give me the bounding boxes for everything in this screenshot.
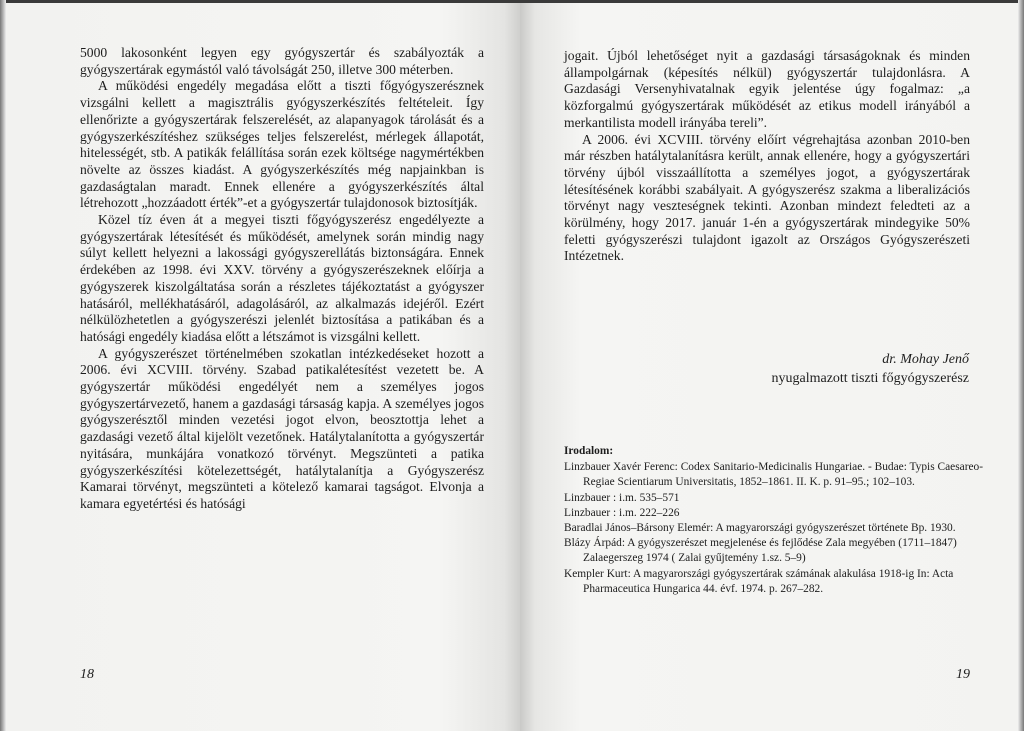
scan-edge-right: [1018, 0, 1024, 731]
reference-item: Linzbauer : i.m. 535–571: [564, 491, 680, 504]
page-number: 18: [80, 667, 94, 682]
paragraph: jogait. Újból lehetőséget nyit a gazdasági társaságoknak és minden állampolgárnak (képesítés nélkül) gyógyszertár tulajdonlásra. A Gazdasági Versenyhivatalnak egyik jelentése úgy fogalmaz: „a közforgalmú gyógyszertárak működését az etikus modell irányából a merkantilista modell irányába tereli”.: [564, 48, 970, 130]
references: [564, 444, 984, 597]
paragraph: Közel tíz éven át a megyei tiszti főgyógyszerész engedélyezte a gyógyszertárak létesítését és működését, amelynek során mindig nagy súlyt kellett helyezni a lakossági gyógyszerellátás biztonságára. Ennek érdekében az 1998. évi XXV. törvény a gyógyszerészeknek előírja a gyógyszerek kiszolgáltatása során a részletes tájékoztatást a gyógyszer hatásáról, mellékhatásáról, adagolásáról, az alkalmazás idejéről. Ezért nélkülözhetetlen a gyógyszerészi jelenlét biztosítása a patikában és a hatósági engedély kiadása előtt a létszámot is vizsgálni kellett.: [80, 212, 484, 344]
left-page-body: [80, 45, 484, 513]
page-number: 19: [956, 667, 970, 682]
references-heading: Irodalom:: [564, 445, 614, 457]
author-signature: [772, 350, 970, 388]
paragraph: A gyógyszerészet történelmében szokatlan intézkedéseket hozott a 2006. évi XCVIII. törvény. Szabad patikalétesítést vezetett be. A gyógyszertár működési engedélyét nem a személyes jogos gyógyszertárvezető, hanem a gazdasági társaság kapja. A személyes jogos gyógyszerésztől minden vezetési jogot elvon, beosztottja lehet a gazdasági vezető által kijelölt vezetőnek. Hatálytalanította a gyógyszertár nyitására, munkájára vonatkozó törvényt. Megszünteti a patika gyógyszerkészítési kötelezettségét, hatálytalanítja a Gyógyszerész Kamarai törvényt, megszünteti a kötelező kamarai tagságot. Elvonja a kamara egyetértési és hatósági: [80, 345, 484, 511]
reference-item: Linzbauer : i.m. 222–226: [564, 506, 680, 519]
paragraph: 5000 lakosonként legyen egy gyógyszertár és szabályozták a gyógyszertárak egymástól való távolságát 250, illetve 300 méterben.: [80, 45, 484, 77]
author-name: dr. Mohay Jenő: [882, 352, 969, 367]
paragraph: A 2006. évi XCVIII. törvény előírt végrehajtása azonban 2010-ben már részben hatálytalanításra került, annak ellenére, hogy a gyógyszertári törvény újból visszaállította a személyes jogot, a gyógyszertárak létesítésének korábbi szabályait. A gyógyszerész szakma a liberalizációs törvényt nagy veszteségnek tekinti. Azonban mindezt feledteti az a körülmény, hogy 2017. január 1-én a gyógyszertárak mindegyike 50% feletti gyógyszerészi tulajdont igazolt az Országos Gyógyszerészeti Intézetnek.: [564, 131, 970, 264]
scan-edge-top: [0, 0, 1024, 3]
right-page: [520, 0, 1024, 731]
right-page-body: [564, 48, 970, 265]
paragraph: A működési engedély megadása előtt a tiszti főgyógyszerésznek vizsgálni kellett a magisztrális gyógyszerkészítés feltételeit. Így ellenőrizte a gyógyszertárak felszerelését, az alapanyagok tárolását és a gyógyszerkészítéshez szükséges teljes felszerelést, mérlegek állapotát, hitelességét, stb. A patikák felállítása során ezek költsége nagymértékben növelte az összes kiadást. A gyógyszerkészítés még napjainkban is gazdaságtalan maradt. Ennek ellenére a gyógyszerkészítés által létrehozott „hozzáadott érték”-et a gyógyszertár tulajdonosok biztosítják.: [80, 78, 484, 211]
author-title: nyugalmazott tiszti főgyógyszerész: [771, 371, 969, 386]
reference-item: Baradlai János–Bársony Elemér: A magyarországi gyógyszerészet története Bp. 1930.: [564, 522, 956, 535]
reference-item: Kempler Kurt: A magyarországi gyógyszertárak számának alakulása 1918-ig In: Acta Pharmaceutica Hungarica 44. évf. 1974. p. 267–282.: [564, 567, 954, 595]
reference-item: Linzbauer Xavér Ferenc: Codex Sanitario-Medicinalis Hungariae. - Budae: Typis Caesareo-Regiae Scientiarum Universitatis, 1852–1861. II. K. p. 91–95.; 102–103.: [564, 461, 984, 489]
scan-edge-left: [0, 0, 6, 731]
reference-item: Blázy Árpád: A gyógyszerészet megjelenése és fejlődése Zala megyében (1711–1847) Zalaegerszeg 1974 ( Zalai gyűjtemény 1.sz. 5–9): [564, 537, 957, 565]
